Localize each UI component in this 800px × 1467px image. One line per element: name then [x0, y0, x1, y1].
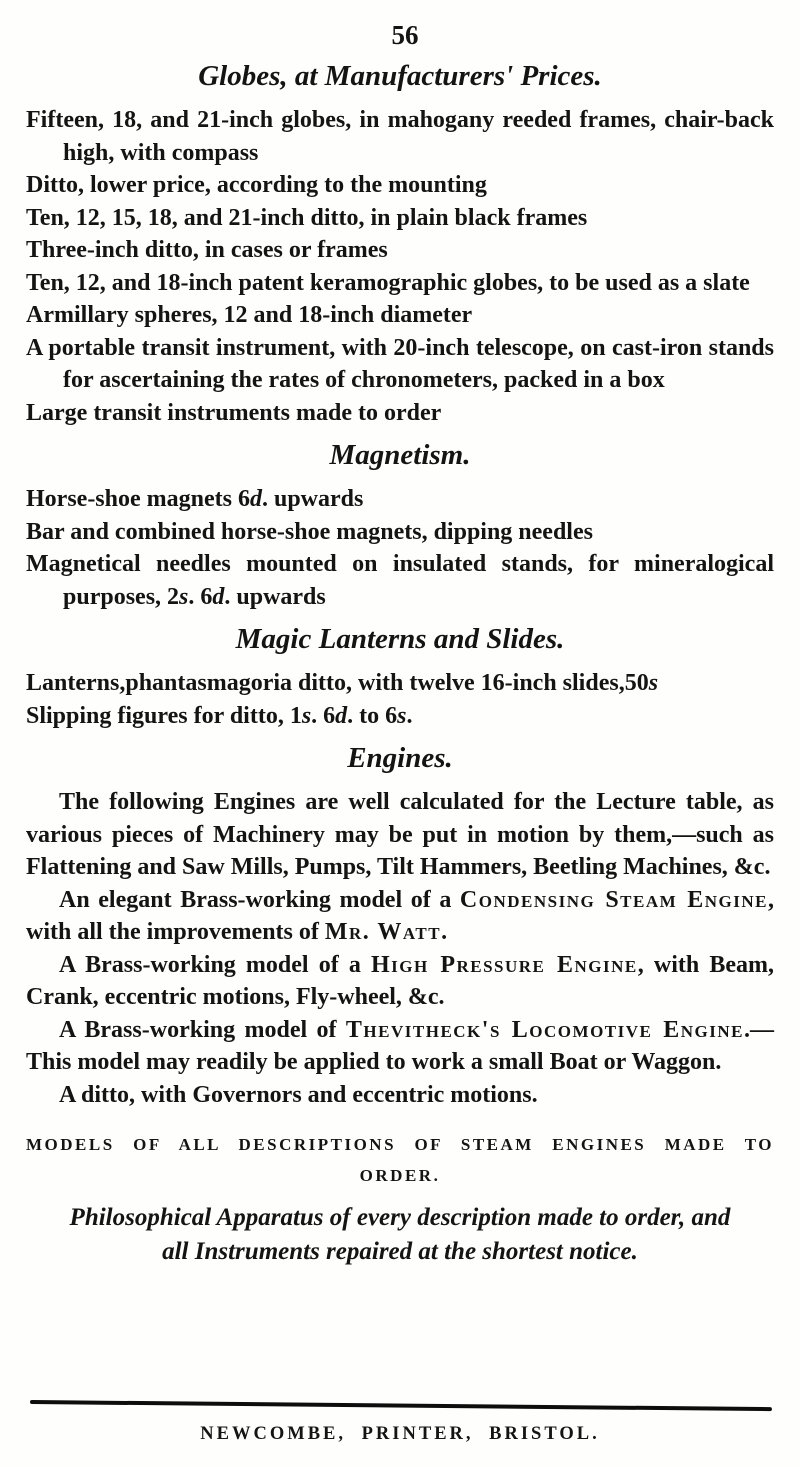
magnetism-item-list [26, 483, 774, 613]
section-heading-globes: Globes, at Manufacturers' Prices. [198, 60, 602, 92]
section-heading-engines: Engines. [347, 742, 453, 774]
catalog-item: Ditto, lower price, according to the mounting [26, 172, 487, 198]
catalog-item: Magnetical needles mounted on insulated stands, for mineralogical purposes, 2s. 6d. upwards [26, 551, 774, 610]
globes-item-list [26, 104, 774, 429]
philosophical-apparatus-note [26, 1201, 774, 1269]
models-note-line: ORDER. [359, 1166, 441, 1185]
catalog-item: A portable transit instrument, with 20-inch telescope, on cast-iron stands for ascertaining the rates of chronometers, packed in a box [26, 334, 774, 393]
closing-note-line: Philosophical Apparatus of every description made to order, and [69, 1204, 731, 1231]
footer-rule [30, 1400, 772, 1411]
catalog-item: Bar and combined horse-shoe magnets, dipping needles [26, 518, 593, 545]
engines-paragraph: A Brass-working model of a High Pressure Engine, with Beam, Crank, eccentric motions, Fly-wheel, &c. [26, 951, 775, 1010]
section-heading-lanterns: Magic Lanterns and Slides. [235, 623, 565, 655]
engines-paragraph: A Brass-working model of Thevitheck's Locomotive Engine.—This model may readily be applied to work a small Boat or Waggon. [26, 1016, 775, 1075]
printer-imprint: NEWCOMBE, PRINTER, BRISTOL. [200, 1424, 600, 1444]
engines-paragraph: A ditto, with Governors and eccentric motions. [59, 1081, 538, 1108]
catalog-item: Ten, 12, and 18-inch patent keramographic globes, to be used as a slate [26, 269, 750, 296]
catalog-item: Lanterns,phantasmagoria ditto, with twelve 16-inch slides,50s [26, 670, 659, 696]
models-note-line: MODELS OF ALL DESCRIPTIONS OF STEAM ENGINES MADE TO [26, 1135, 774, 1154]
catalog-item: Ten, 12, 15, 18, and 21-inch ditto, in plain black frames [26, 204, 588, 231]
catalog-item: Slipping figures for ditto, 1s. 6d. to 6s. [26, 702, 413, 729]
section-heading-magnetism: Magnetism. [329, 439, 471, 471]
engines-paragraph: The following Engines are well calculated for the Lecture table, as various pieces of Machinery may be put in motion by them,—such as Flattening and Saw Mills, Pumps, Tilt Hammers, Beetling Machines, &c. [26, 789, 774, 880]
closing-note-line: all Instruments repaired at the shortest notice. [162, 1238, 638, 1265]
page-number: 56 [391, 20, 419, 50]
catalog-item: Large transit instruments made to order [26, 399, 442, 426]
catalog-item: Horse-shoe magnets 6d. upwards [26, 486, 364, 512]
catalog-item: Armillary spheres, 12 and 18-inch diameter [26, 302, 473, 328]
lanterns-item-list [26, 667, 774, 732]
catalog-item: Fifteen, 18, and 21-inch globes, in mahogany reeded frames, chair-back high, with compass [26, 107, 774, 166]
models-to-order-note [26, 1129, 774, 1191]
engines-paragraph: An elegant Brass-working model of a Condensing Steam Engine, with all the improvements of Mr. Watt. [26, 886, 774, 945]
catalog-item: Three-inch ditto, in cases or frames [26, 237, 388, 263]
